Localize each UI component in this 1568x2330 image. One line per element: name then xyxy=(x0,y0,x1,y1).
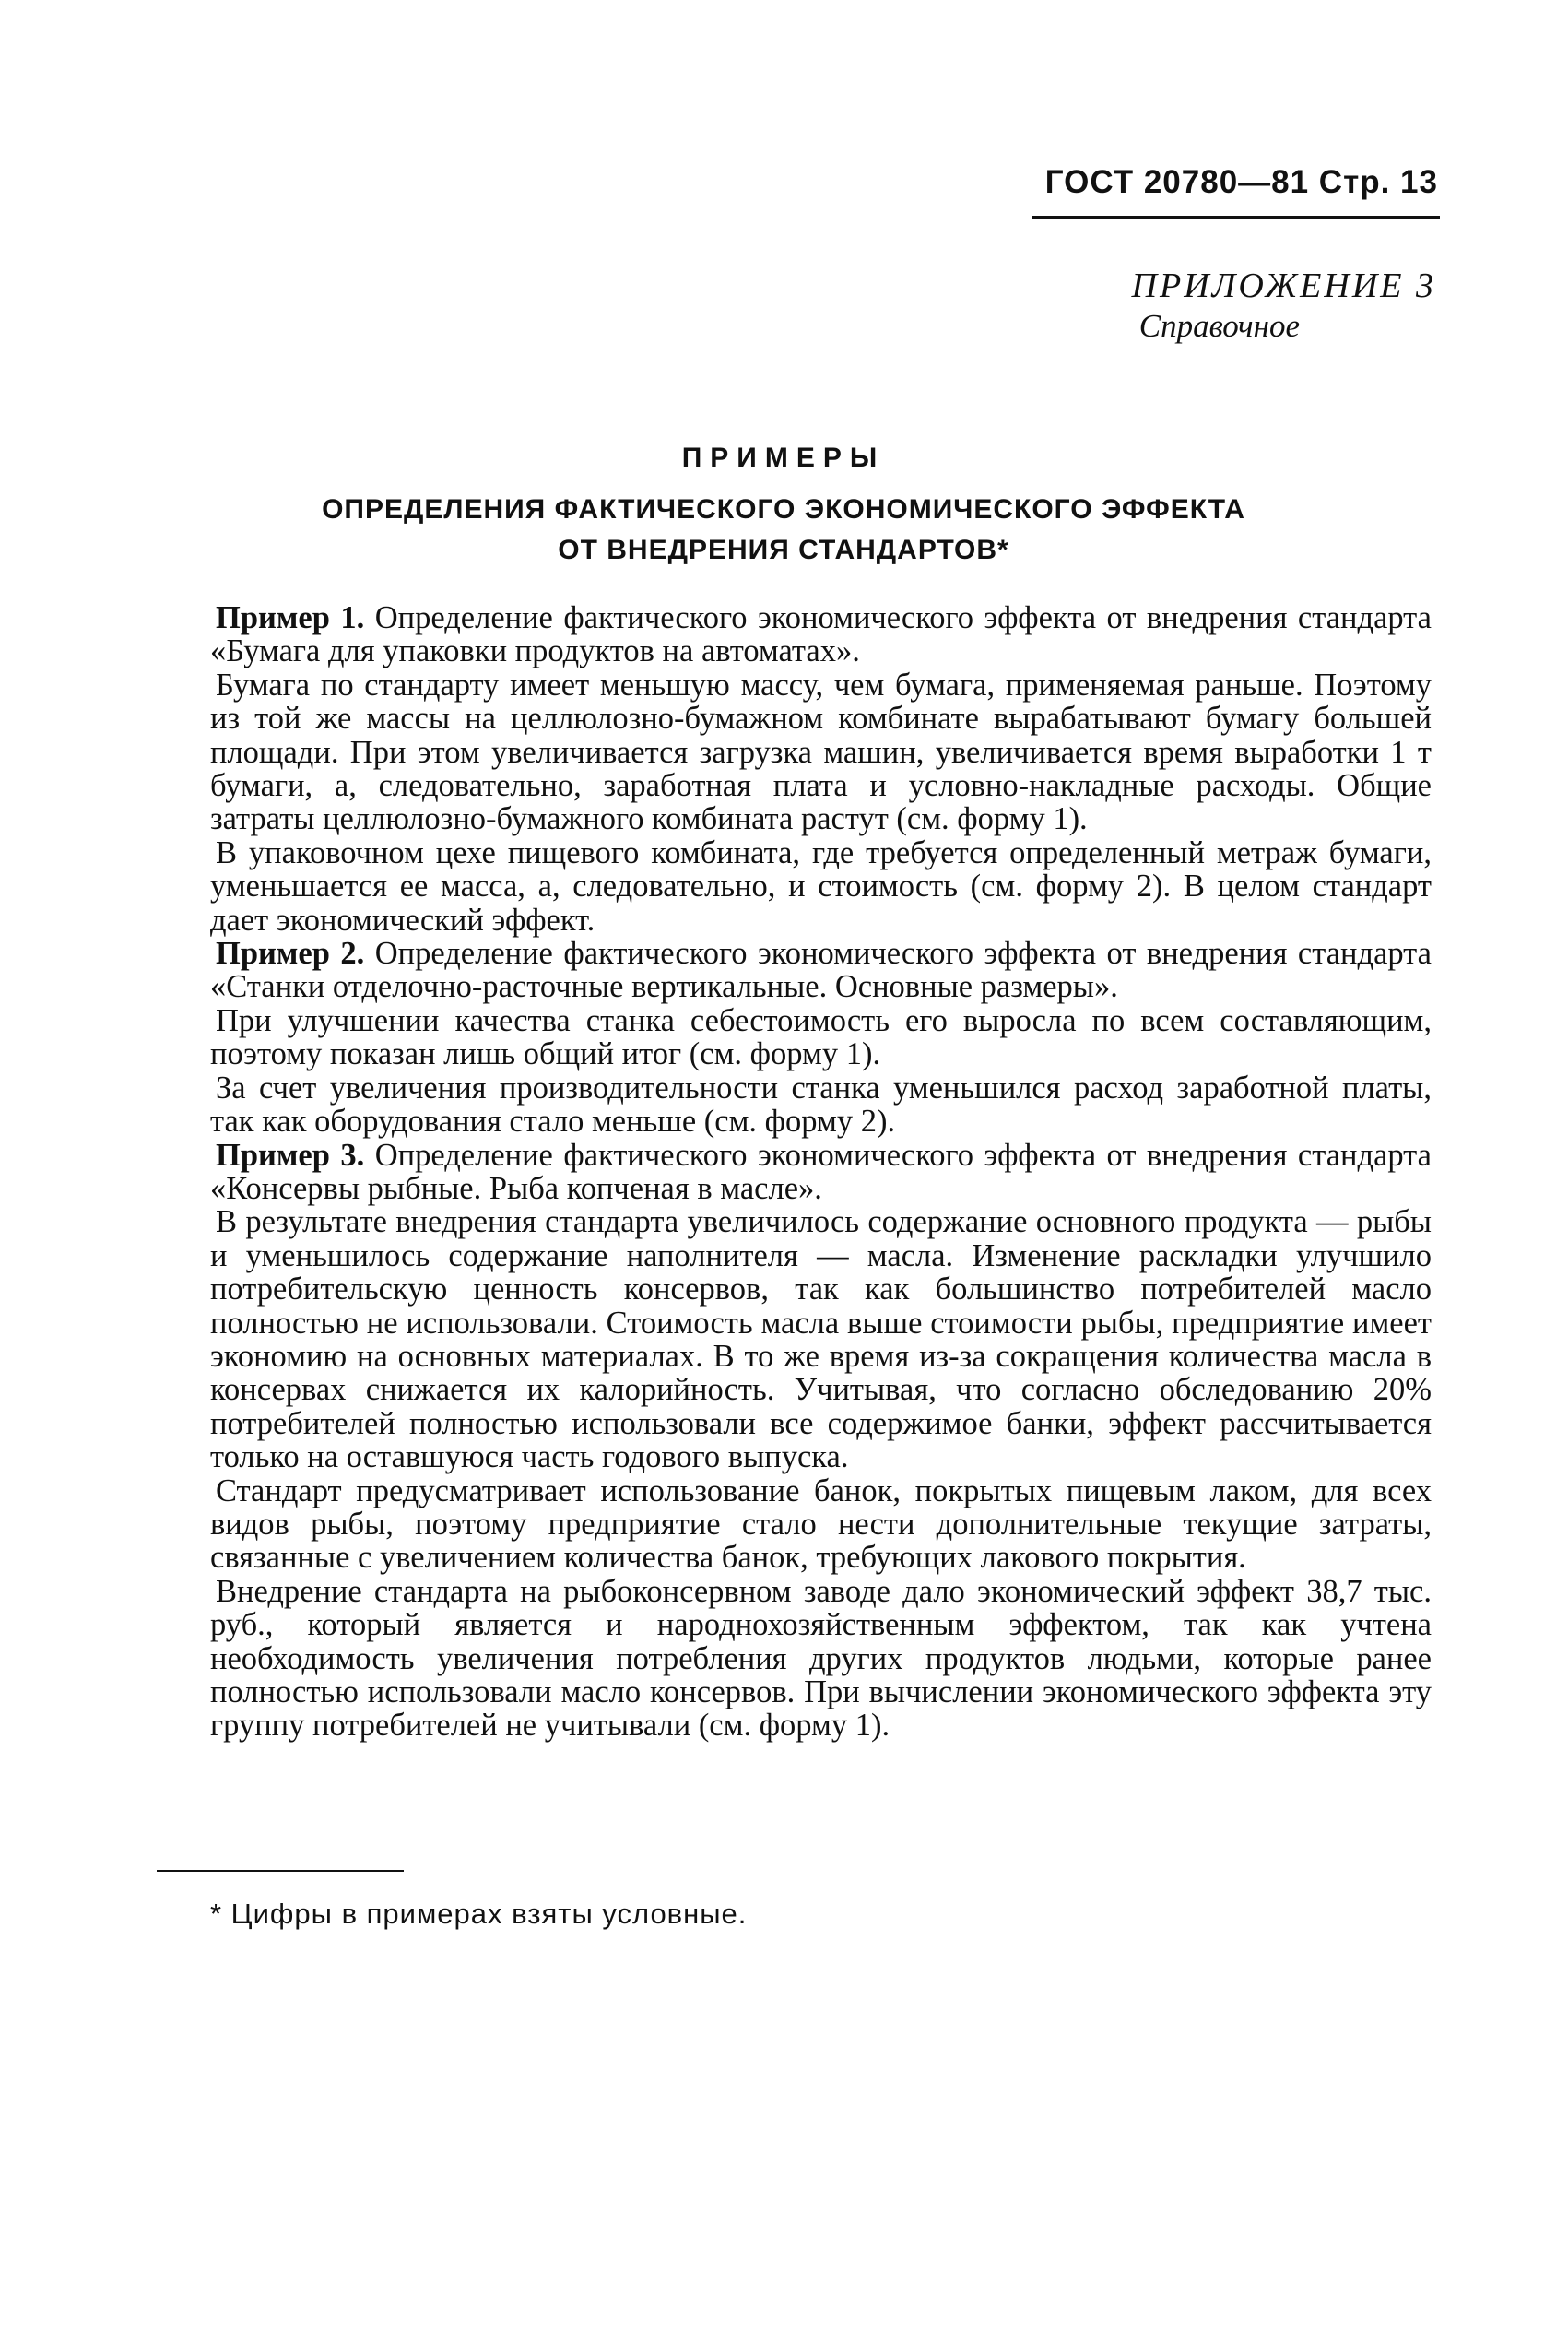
paragraph xyxy=(210,1205,1432,1473)
paragraph xyxy=(210,601,1432,668)
paragraph-text: В упаковочном цехе пищевого комбината, где требуется определенный метраж бумаги, уменьшается ее масса, а, следовательно, и стоимость (см. форму 2). В целом стандарт дает экономический эффект. xyxy=(210,834,1432,938)
paragraph xyxy=(210,1575,1432,1743)
paragraph xyxy=(210,668,1432,836)
document-reference-header: ГОСТ 20780—81 Стр. 13 xyxy=(1044,164,1438,200)
paragraph-text: Стандарт предусматривает использование банок, покрытых пищевым лаком, для всех видов рыбы, поэтому предприятие стало нести дополнительные текущие затраты, связанные с увеличением количества банок, требующих лакового покрытия. xyxy=(210,1473,1432,1576)
title-line-1: ОПРЕДЕЛЕНИЯ ФАКТИЧЕСКОГО ЭКОНОМИЧЕСКОГО ЭФФЕКТА xyxy=(322,494,1245,525)
paragraph-text: Внедрение стандарта на рыбоконсервном заводе дало экономический эффект 38,7 тыс. руб., который является и народнохозяйственным эффектом, так как учтена необходимость увеличения потребления других продуктов людьми, которые ранее полностью использовали масло консервов. При вычислении экономического эффекта эту группу потребителей не учитывали (см. форму 1). xyxy=(210,1573,1432,1744)
title-main: ПРИМЕРЫ xyxy=(681,443,886,473)
paragraph xyxy=(210,937,1432,1004)
appendix-note: Справочное xyxy=(1138,308,1300,344)
paragraph xyxy=(210,1474,1432,1575)
paragraph-text: При улучшении качества станка себестоимость его выросла по всем составляющим, поэтому показан лишь общий итог (см. форму 1). xyxy=(210,1002,1432,1072)
paragraph-text: Бумага по стандарту имеет меньшую массу, чем бумага, применяемая раньше. Поэтому из той же массы на целлюлозно-бумажном комбинате вырабатывают бумагу большей площади. При этом увеличивается загрузка машин, увеличивается время выработки 1 т бумаги, а, следовательно, заработная плата и условно-накладные расходы. Общие затраты целлюлозно-бумажного комбината растут (см. форму 1). xyxy=(210,667,1432,837)
paragraph-text: Определение фактического экономического эффекта от внедрения стандарта «Станки отделочно-расточные вертикальные. Основные размеры». xyxy=(210,936,1432,1005)
example-lead: Пример 3. xyxy=(216,1137,365,1173)
paragraph xyxy=(210,1071,1432,1139)
paragraph xyxy=(210,1139,1432,1206)
paragraph xyxy=(210,1004,1432,1071)
example-lead: Пример 1. xyxy=(216,600,365,635)
paragraph-text: В результате внедрения стандарта увеличилось содержание основного продукта — рыбы и уменьшилось содержание наполнителя — масла. Изменение раскладки улучшило потребительскую ценность консервов, так как большинство потребителей масло полностью не использовали. Стоимость масла выше стоимости рыбы, предприятие имеет экономию на основных материалах. В то же время из-за сокращения количества масла в консервах снижается их калорийность. Учитывая, что согласно обследованию 20% потребителей полностью использовали все содержимое банки, эффект рассчитывается только на оставшуюся часть годового выпуска. xyxy=(210,1204,1432,1475)
title-line-2: ОТ ВНЕДРЕНИЯ СТАНДАРТОВ* xyxy=(558,535,1009,565)
appendix-label: ПРИЛОЖЕНИЕ 3 xyxy=(1131,266,1436,305)
example-lead: Пример 2. xyxy=(216,936,365,972)
paragraph-text: За счет увеличения производительности станка уменьшился расход заработной платы, так как оборудования стало меньше (см. форму 2). xyxy=(210,1070,1432,1140)
header-rule xyxy=(1032,216,1440,219)
paragraph-text: Определение фактического экономического эффекта от внедрения стандарта «Бумага для упаковки продуктов на автоматах». xyxy=(210,600,1432,669)
section-title xyxy=(212,443,1355,575)
paragraph-text: Определение фактического экономического эффекта от внедрения стандарта «Консервы рыбные. Рыба копченая в масле». xyxy=(210,1137,1432,1206)
footnote: * Цифры в примерах взяты условные. xyxy=(210,1898,748,1930)
body-text xyxy=(210,601,1432,1743)
footnote-rule xyxy=(157,1870,404,1872)
paragraph xyxy=(210,836,1432,937)
